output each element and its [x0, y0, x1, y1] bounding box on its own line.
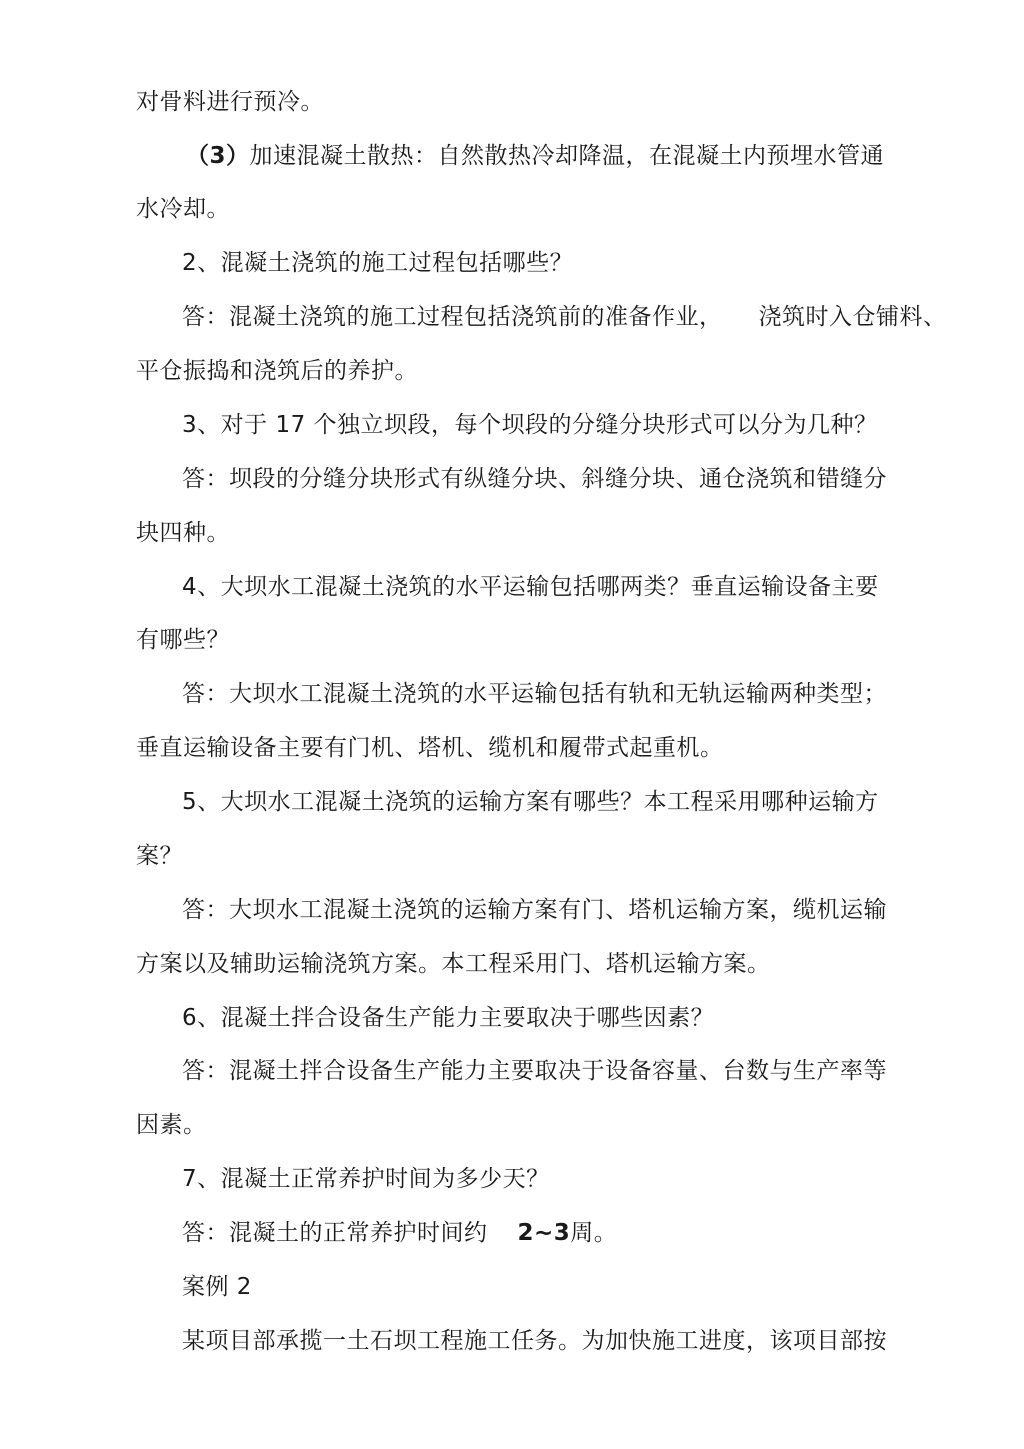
answer-line: 平仓振捣和浇筑后的养护。 — [136, 358, 418, 384]
question-heading: 4、大坝水工混凝土浇筑的水平运输包括哪两类？垂直运输设备主要 — [182, 574, 879, 600]
paragraph-line: 某项目部承揽一土石坝工程施工任务。为加快施工进度，该项目部按 — [182, 1328, 887, 1354]
question-heading: 3、对于 17 个独立坝段，每个坝段的分缝分块形式可以分为几种？ — [182, 412, 878, 438]
answer-line — [182, 302, 947, 332]
question-heading: 5、大坝水工混凝土浇筑的运输方案有哪些？本工程采用哪种运输方 — [182, 789, 879, 815]
answer-line: 因素。 — [136, 1112, 207, 1138]
answer-line: 方案以及辅助运输浇筑方案。本工程采用门、塔机运输方案。 — [136, 951, 771, 977]
question-heading: 2、混凝土浇筑的施工过程包括哪些？ — [182, 250, 574, 276]
paragraph-line — [186, 141, 884, 171]
answer-line: 答：坝段的分缝分块形式有纵缝分块、斜缝分块、通仓浇筑和错缝分 — [182, 466, 887, 492]
paragraph-line: 水冷却。 — [136, 196, 230, 222]
answer-line — [182, 1218, 617, 1248]
answer-line: 答：大坝水工混凝土浇筑的运输方案有门、塔机运输方案，缆机运输 — [182, 897, 887, 923]
question-heading: 有哪些？ — [136, 627, 230, 653]
item-number: （3） — [186, 143, 250, 169]
answer-part: 周。 — [570, 1220, 618, 1246]
answer-part: 答：混凝土浇筑的施工过程包括浇筑前的准备作业， — [182, 304, 723, 330]
paragraph-line: 对骨料进行预冷。 — [136, 89, 324, 115]
answer-part: 浇筑时入仓铺料、 — [758, 304, 947, 330]
answer-part: 答：混凝土的正常养护时间约 — [182, 1220, 488, 1246]
answer-line: 块四种。 — [136, 520, 230, 546]
answer-line: 答：混凝土拌合设备生产能力主要取决于设备容量、台数与生产率等 — [182, 1058, 887, 1084]
answer-value: 2~3 — [517, 1220, 571, 1246]
question-heading: 6、混凝土拌合设备生产能力主要取决于哪些因素？ — [182, 1005, 715, 1031]
item-text: 加速混凝土散热：自然散热冷却降温，在混凝土内预埋水管通 — [249, 143, 885, 169]
case-title: 案例 2 — [182, 1274, 252, 1300]
question-heading: 7、混凝土正常养护时间为多少天？ — [182, 1166, 550, 1192]
answer-line: 答：大坝水工混凝土浇筑的水平运输包括有轨和无轨运输两种类型； — [182, 681, 887, 707]
question-heading: 案？ — [136, 843, 183, 869]
answer-line: 垂直运输设备主要有门机、塔机、缆机和履带式起重机。 — [136, 735, 724, 761]
